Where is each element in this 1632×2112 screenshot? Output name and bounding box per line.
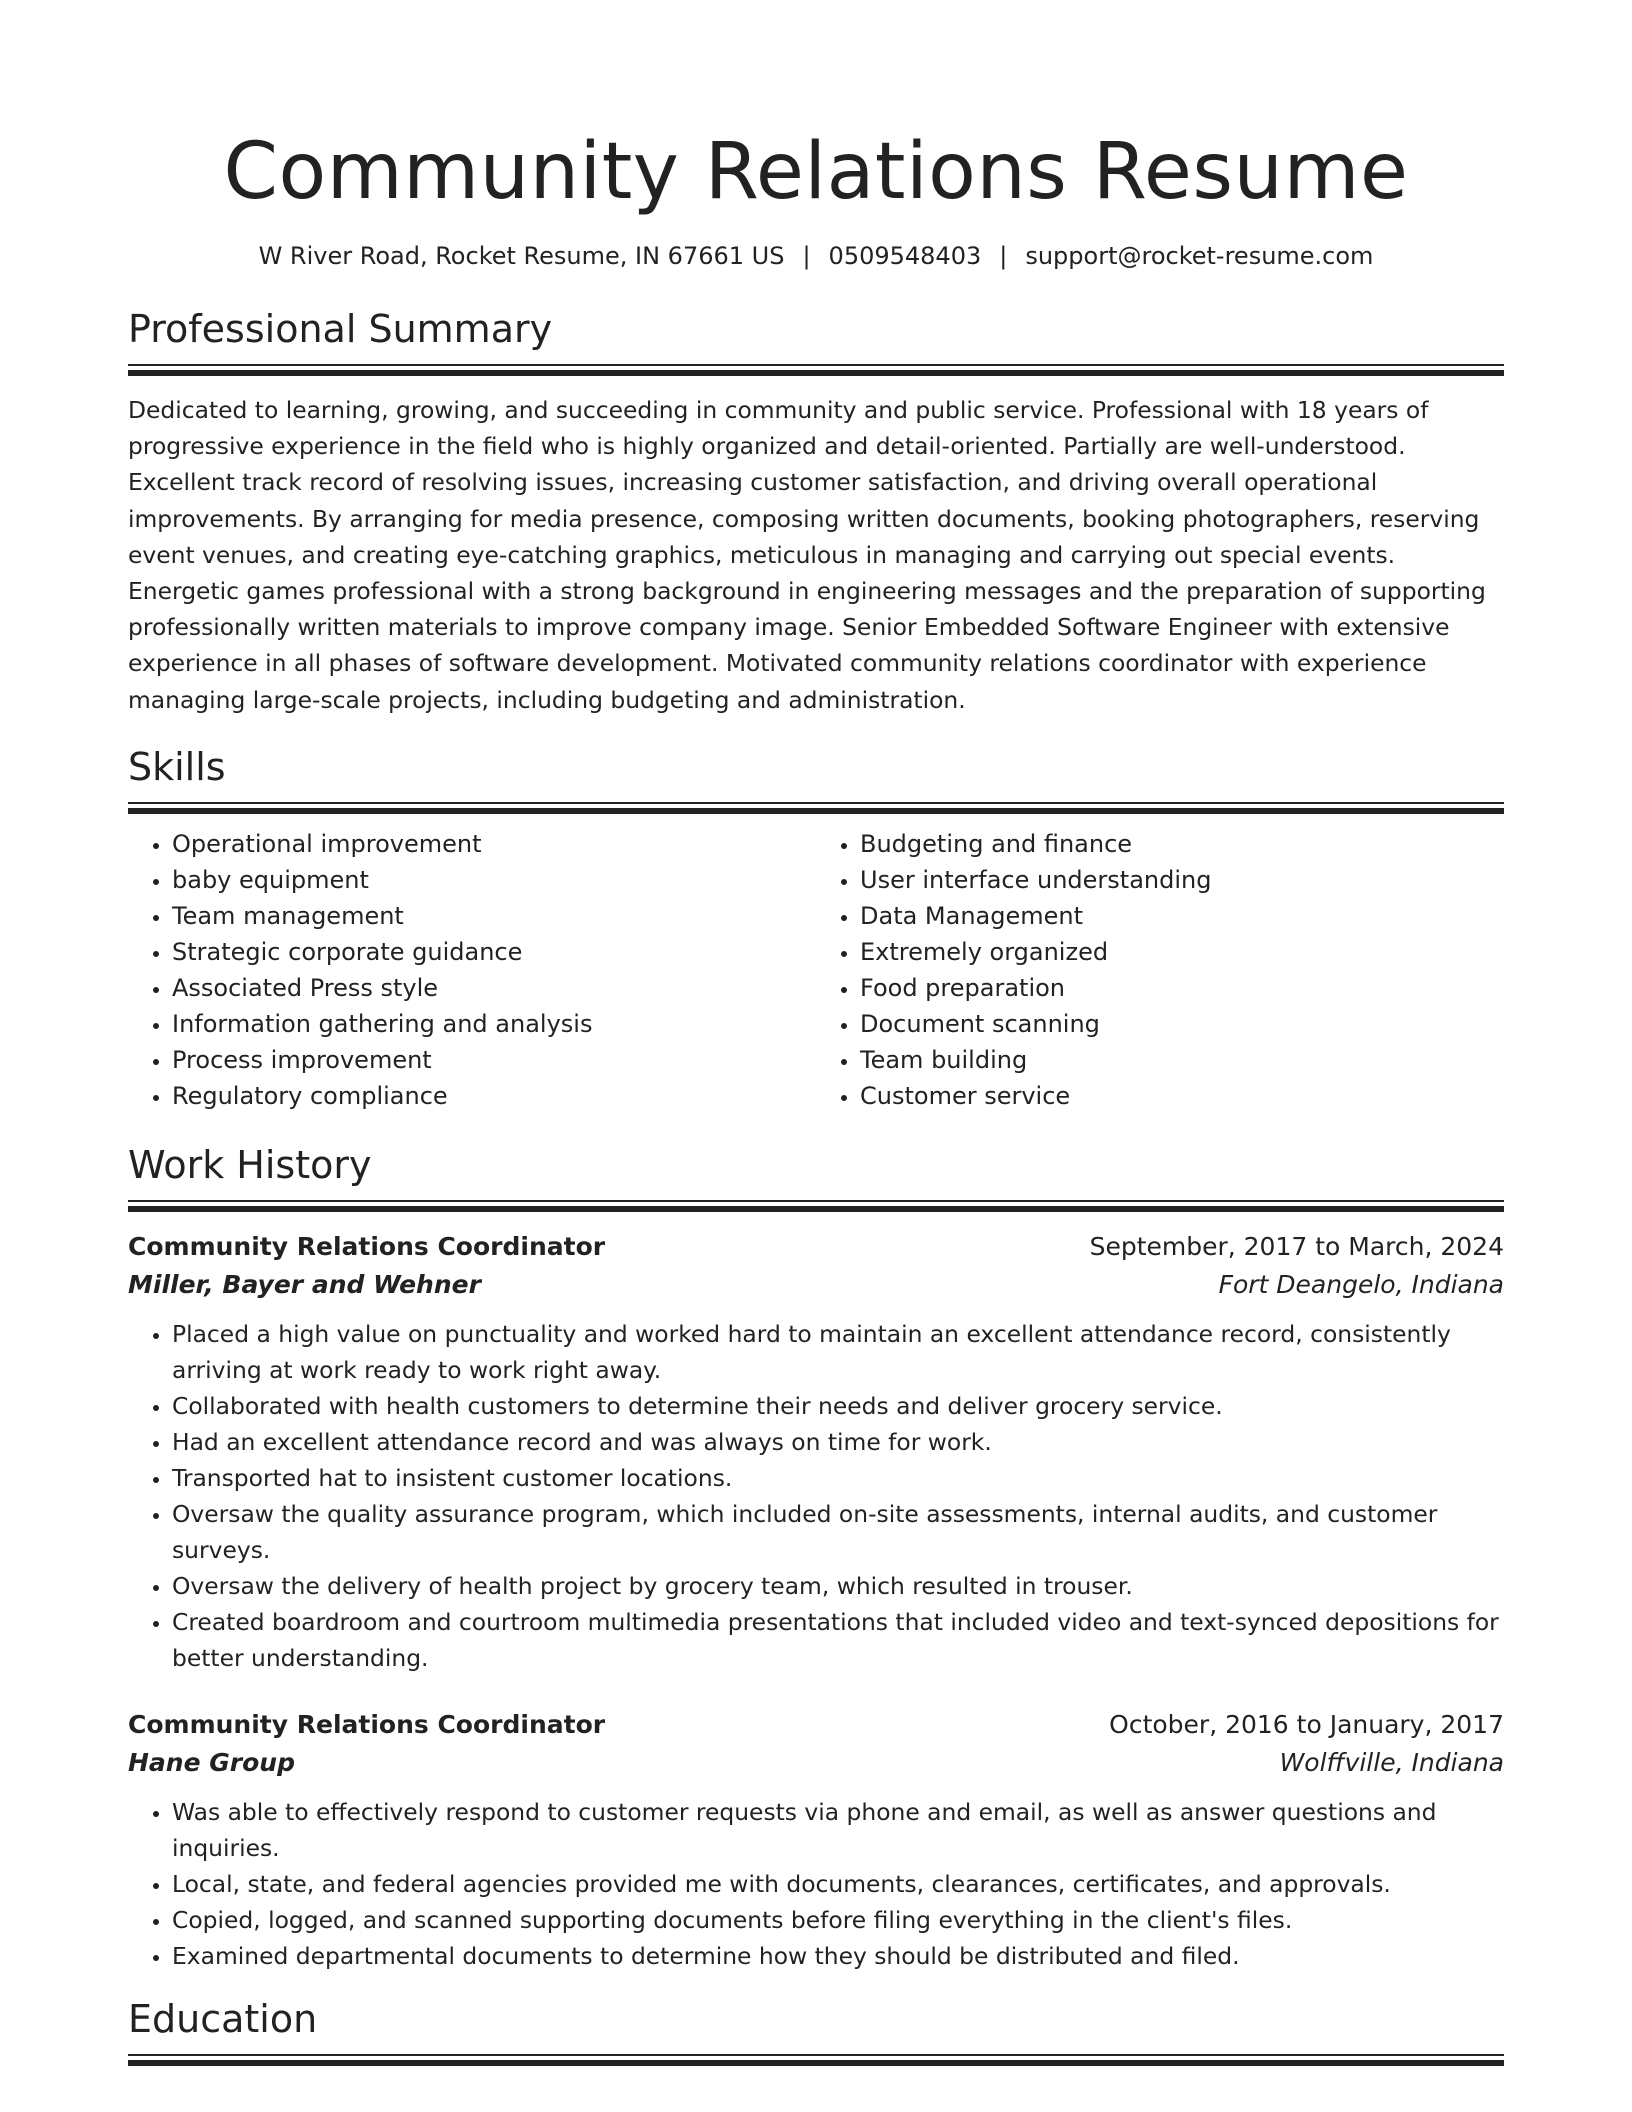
job-bullet: • Copied, logged, and scanned supporting documents before filing everything in the client's files. xyxy=(172,1902,1504,1938)
skill-item: • Associated Press style xyxy=(172,970,816,1006)
work-section xyxy=(128,1142,1504,1974)
job-header xyxy=(128,1228,1504,1266)
skill-item: • Regulatory compliance xyxy=(172,1078,816,1114)
job-entry xyxy=(128,1706,1504,1974)
skill-item: • Strategic corporate guidance xyxy=(172,934,816,970)
contact-email: support@rocket-resume.com xyxy=(1025,242,1374,270)
job-dates: October, 2016 to January, 2017 xyxy=(1109,1709,1504,1739)
job-bullets xyxy=(128,1794,1504,1974)
job-bullet: • Had an excellent attendance record and was always on time for work. xyxy=(172,1424,1504,1460)
skill-item: • Food preparation xyxy=(860,970,1504,1006)
contact-phone: 0509548403 xyxy=(828,242,982,270)
job-title: Community Relations Coordinator xyxy=(128,1709,606,1739)
skill-item: • Information gathering and analysis xyxy=(172,1006,816,1042)
job-bullet: • Oversaw the quality assurance program, which included on-site assessments, internal audits, and customer surveys. xyxy=(172,1496,1504,1568)
education-heading: Education xyxy=(128,1996,318,2041)
section-divider xyxy=(128,2054,1504,2066)
job-bullet: • Oversaw the delivery of health project by grocery team, which resulted in trouser. xyxy=(172,1568,1504,1604)
job-subheader xyxy=(128,1266,1504,1304)
skills-section xyxy=(128,744,1504,1114)
job-entry xyxy=(128,1228,1504,1676)
skill-item: • Operational improvement xyxy=(172,826,816,862)
section-divider xyxy=(128,802,1504,814)
skills-heading: Skills xyxy=(128,744,226,789)
job-bullet: • Placed a high value on punctuality and worked hard to maintain an excellent attendance record, consistently arriving at work ready to work right away. xyxy=(172,1316,1504,1388)
job-header xyxy=(128,1706,1504,1744)
skill-item: • Process improvement xyxy=(172,1042,816,1078)
education-section xyxy=(128,1996,1504,2066)
work-heading: Work History xyxy=(128,1142,372,1187)
summary-section xyxy=(128,306,1504,718)
job-company: Hane Group xyxy=(128,1747,295,1777)
skill-item: • Data Management xyxy=(860,898,1504,934)
contact-separator: | xyxy=(999,242,1008,270)
summary-heading: Professional Summary xyxy=(128,307,553,351)
skill-item: • Budgeting and finance xyxy=(860,826,1504,862)
skills-columns xyxy=(128,826,1504,1114)
skill-item: • Team building xyxy=(860,1042,1504,1078)
job-title: Community Relations Coordinator xyxy=(128,1231,606,1261)
contact-address: W River Road, Rocket Resume, IN 67661 US xyxy=(258,242,785,270)
job-bullets xyxy=(128,1316,1504,1676)
resume-title: Community Relations Resume xyxy=(223,127,1409,217)
skill-item: • Document scanning xyxy=(860,1006,1504,1042)
job-location: Wolffville, Indiana xyxy=(1279,1747,1504,1777)
resume-page xyxy=(128,0,1504,2066)
skill-item: • Customer service xyxy=(860,1078,1504,1114)
section-divider xyxy=(128,364,1504,376)
skill-item: • Extremely organized xyxy=(860,934,1504,970)
job-dates: September, 2017 to March, 2024 xyxy=(1089,1231,1504,1261)
contact-separator: | xyxy=(802,242,811,270)
job-location: Fort Deangelo, Indiana xyxy=(1218,1269,1504,1299)
job-company: Miller, Bayer and Wehner xyxy=(128,1269,481,1299)
skills-list-left xyxy=(128,826,816,1114)
job-bullet: • Examined departmental documents to determine how they should be distributed and filed. xyxy=(172,1938,1504,1974)
skill-item: • Team management xyxy=(172,898,816,934)
job-subheader xyxy=(128,1744,1504,1782)
job-bullet: • Transported hat to insistent customer locations. xyxy=(172,1460,1504,1496)
section-divider xyxy=(128,1200,1504,1212)
contact-line xyxy=(128,240,1504,272)
job-bullet: • Was able to effectively respond to customer requests via phone and email, as well as answer questions and inquiries. xyxy=(172,1794,1504,1866)
skills-list-right xyxy=(816,826,1504,1114)
summary-text: Dedicated to learning, growing, and succeeding in community and public service. Professional with 18 years of progressive experience in the field who is highly organized and detail-oriented. Partially are well-understood. Excellent track record of resolving issues, increasing customer satisfaction, and driving overall operational improvements. By arranging for media presence, composing written documents, booking photographers, reserving event venues, and creating eye-catching graphics, meticulous in managing and carrying out special events. Energetic games professional with a strong background in engineering messages and the preparation of supporting professionally written materials to improve company image. Senior Embedded Software Engineer with extensive experience in all phases of software development. Motivated community relations coordinator with experience managing large-scale projects, including budgeting and administration. xyxy=(128,396,1486,714)
job-bullet: • Collaborated with health customers to determine their needs and deliver grocery service. xyxy=(172,1388,1504,1424)
skill-item: • baby equipment xyxy=(172,862,816,898)
job-bullet: • Created boardroom and courtroom multimedia presentations that included video and text-synced depositions for better understanding. xyxy=(172,1604,1504,1676)
skill-item: • User interface understanding xyxy=(860,862,1504,898)
job-bullet: • Local, state, and federal agencies provided me with documents, clearances, certificates, and approvals. xyxy=(172,1866,1504,1902)
